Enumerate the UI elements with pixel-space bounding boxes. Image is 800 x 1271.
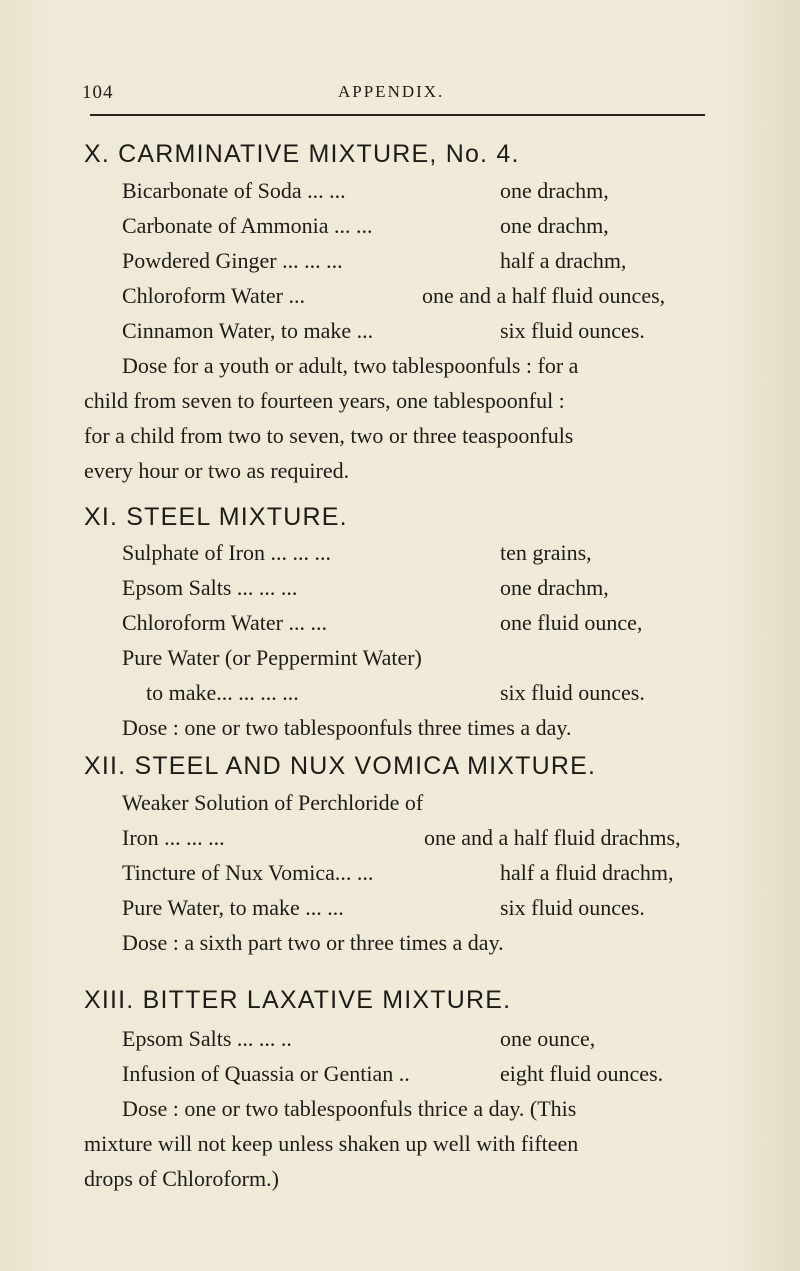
ingredient-name: Chloroform Water ... ...: [122, 610, 327, 635]
ingredient-amount: one drachm,: [500, 575, 609, 600]
ingredient-amount: six fluid ounces.: [500, 895, 645, 920]
dose-text: for a child from two to seven, two or three teaspoonfuls: [84, 423, 574, 448]
ingredient-name: Infusion of Quassia or Gentian ..: [122, 1061, 410, 1086]
section-title: XIII. BITTER LAXATIVE MIXTURE.: [84, 986, 512, 1014]
section-title: XI. STEEL MIXTURE.: [84, 503, 348, 531]
ingredient-name: Tincture of Nux Vomica... ...: [122, 860, 374, 885]
ingredient-amount: half a drachm,: [500, 248, 627, 273]
ingredient-amount: six fluid ounces.: [500, 318, 645, 343]
page-number: 104: [82, 82, 114, 103]
ingredient-amount: half a fluid drachm,: [500, 860, 674, 885]
ingredient-amount: one fluid ounce,: [500, 610, 643, 635]
ingredient-amount: six fluid ounces.: [500, 680, 645, 705]
ingredient-amount: one drachm,: [500, 213, 609, 238]
ingredient-name: Epsom Salts ... ... ..: [122, 1026, 292, 1051]
ingredient-name: Cinnamon Water, to make ...: [122, 318, 374, 343]
dose-text: mixture will not keep unless shaken up well with fifteen: [84, 1131, 579, 1156]
header-rule: [90, 114, 705, 116]
dose-text: Dose : one or two tablespoonfuls three times a day.: [122, 715, 572, 740]
ingredient-amount: eight fluid ounces.: [500, 1061, 664, 1086]
ingredient-name: Iron ... ... ...: [122, 825, 225, 850]
dose-text: drops of Chloroform.): [84, 1166, 279, 1191]
ingredient-name: Powdered Ginger ... ... ...: [122, 248, 343, 273]
dose-text: Dose : one or two tablespoonfuls thrice a day. (This: [122, 1096, 577, 1121]
ingredient-name: Pure Water (or Peppermint Water): [122, 645, 422, 670]
ingredient-name: Carbonate of Ammonia ... ...: [122, 213, 373, 238]
page-header: [0, 70, 800, 110]
dose-text: Dose : a sixth part two or three times a day.: [122, 930, 504, 955]
ingredient-amount: one and a half fluid drachms,: [424, 825, 681, 850]
dose-text: every hour or two as required.: [84, 458, 350, 483]
ingredient-name: Bicarbonate of Soda ... ...: [122, 178, 346, 203]
ingredient-amount: ten grains,: [500, 540, 592, 565]
ingredient-name: to make... ... ... ...: [146, 680, 299, 705]
dose-text: Dose for a youth or adult, two tablespoonfuls : for a: [122, 353, 579, 378]
ingredient-name: Sulphate of Iron ... ... ...: [122, 540, 331, 565]
running-head: APPENDIX.: [338, 82, 445, 101]
ingredient-name: Pure Water, to make ... ...: [122, 895, 344, 920]
ingredient-name: Chloroform Water ...: [122, 283, 305, 308]
section-title: X. CARMINATIVE MIXTURE, No. 4.: [84, 140, 520, 168]
ingredient-name: Weaker Solution of Perchloride of: [122, 790, 424, 815]
ingredient-amount: one and a half fluid ounces,: [422, 283, 666, 308]
section-title: XII. STEEL AND NUX VOMICA MIXTURE.: [84, 752, 597, 780]
ingredient-amount: one ounce,: [500, 1026, 596, 1051]
ingredient-amount: one drachm,: [500, 178, 609, 203]
ingredient-name: Epsom Salts ... ... ...: [122, 575, 298, 600]
dose-text: child from seven to fourteen years, one tablespoonful :: [84, 388, 565, 413]
